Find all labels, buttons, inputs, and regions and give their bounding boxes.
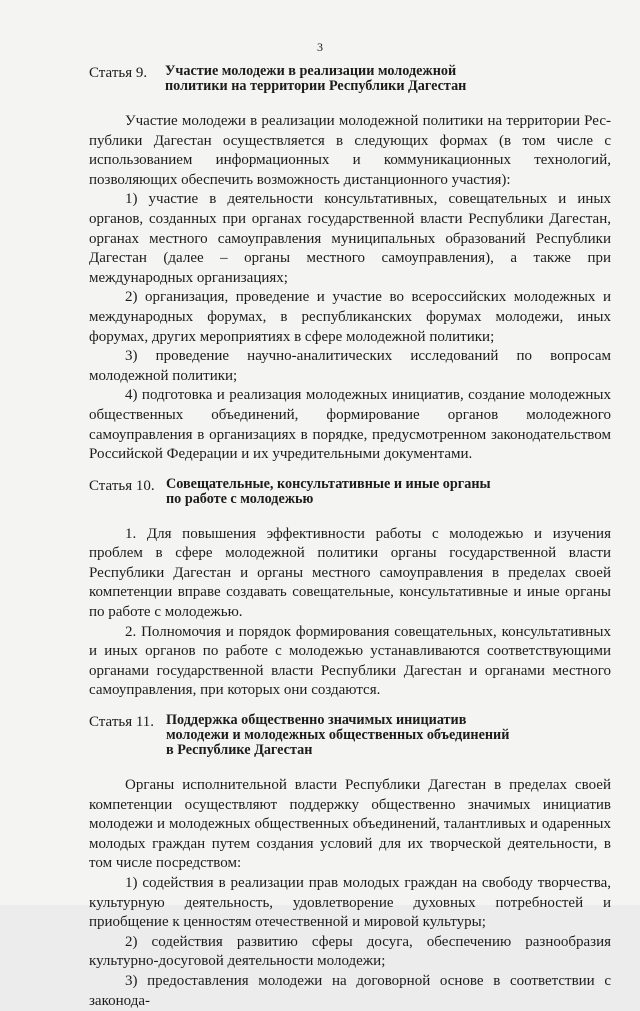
paragraph: Органы исполнительной власти Республики Дагестан в пределах своей компетенции осуществляют поддержку общественно значимых инициатив молодежи и молодежных общественных объединений, талантливых и одаренных молодых граждан путем создания условий для их творческой деятельности, в том числе посредством: <box>89 777 611 872</box>
article-number: Статья 11. <box>89 714 155 731</box>
article-9-body <box>89 112 611 465</box>
page-number: 3 <box>317 40 323 54</box>
document-body <box>89 64 611 1011</box>
paragraph: 2) организация, проведение и участие во всероссийских молодежных и международных форумах, в республиканских форумах молодежи, иных форумах, других мероприятиях в сфере молодежной политики; <box>89 289 611 345</box>
article-number: Статья 9. <box>89 65 148 81</box>
paragraph: 1) участие в деятельности консультативных, совещательных и иных органов, созданных при органах государственной власти Республики Дагестан, органах местного самоуправления муниципальных образований Республики Дагестан (далее – органы местного самоуправления), а также при международных организациях; <box>89 191 611 286</box>
article-9-heading <box>89 64 611 94</box>
article-10-heading <box>89 477 611 507</box>
paragraph: 2. Полномочия и порядок формирования совещательных, консультативных и иных органов по работе с молодежью устанавливаются соответствующими органами государственной власти Республики Дагестан и органами местного самоуправления, при которых они создаются. <box>89 623 611 699</box>
article-11-body <box>89 776 611 1011</box>
paragraph: 4) подготовка и реализация молодежных инициатив, создание молодежных общественных объединений, формирование органов молодежного самоуправления в организациях в порядке, предусмотренном законодательством Российской Федерации и их учредительными документами. <box>89 387 611 463</box>
article-11-heading <box>89 713 611 758</box>
article-10-body <box>89 525 611 701</box>
paragraph: 2) содействия развитию сферы досуга, обеспечению разнообразия культурно-досуговой деятельности молодежи; <box>89 933 611 970</box>
paragraph: Участие молодежи в реализации молодежной политики на территории Республики Дагестан осуществляется в следующих формах (в том числе с использованием информационных и коммуникационных технологий, позволяющих обеспечить возможность дистанционного участия): <box>89 113 611 188</box>
article-title: Участие молодежи в реализации молодежной политики на территории Республики Дагестан <box>165 63 467 94</box>
article-number: Статья 10. <box>89 477 155 494</box>
paragraph: 3) проведение научно-аналитических исследований по вопросам молодежной политики; <box>89 348 611 384</box>
paragraph: 1) содействия в реализации прав молодых граждан на свободу творчества, культурную деятельность, удовлетворение духовных потребностей и приобщение к ценностям отечественной и мировой культуры; <box>89 875 611 931</box>
article-title: Совещательные, консультативные и иные органы по работе с молодежью <box>166 475 491 507</box>
paragraph: 1. Для повышения эффективности работы с молодежью и изучения проблем в сфере молодежной политики органы государственной власти Республики Дагестан и органы местного самоуправления в пределах своей компетенции вправе создавать совещательные, консультативные и иные органы по работе с молодежью. <box>89 525 611 621</box>
paragraph: 3) предоставления молодежи на договорной основе в соответствии с законода- <box>89 972 611 1009</box>
article-title: Поддержка общественно значимых инициатив молодежи и молодежных общественных объединений в Республике Дагестан <box>166 712 510 759</box>
